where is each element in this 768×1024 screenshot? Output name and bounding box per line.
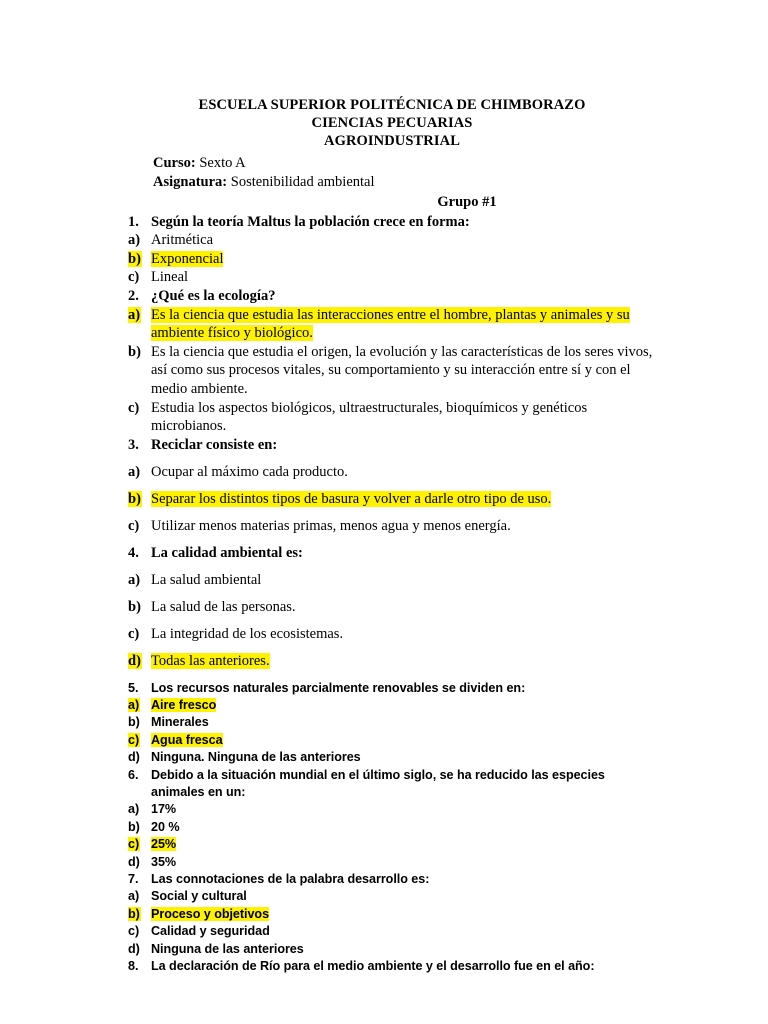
question-number	[128, 767, 151, 784]
marker-text: a)	[128, 889, 140, 904]
text-run: La salud de las personas.	[151, 599, 296, 616]
answer-option[interactable]	[128, 854, 656, 871]
question-stem	[128, 287, 656, 306]
question-number	[128, 544, 151, 563]
question-number	[128, 287, 151, 306]
question-text	[151, 287, 656, 306]
option-marker	[128, 697, 151, 714]
answer-option[interactable]	[128, 463, 656, 482]
text-run: Utilizar menos materias primas, menos agua y menos energía.	[151, 518, 511, 535]
program-name: AGROINDUSTRIAL	[324, 133, 460, 150]
text-run: La declaración de Río para el medio ambiente y el desarrollo fue en el año:	[151, 959, 595, 974]
answer-option[interactable]	[128, 268, 656, 287]
text-run: Calidad y seguridad	[151, 924, 270, 939]
course-label: Curso:	[153, 154, 196, 171]
text-run: 17%	[151, 802, 177, 817]
subject-value: Sostenibilidad ambiental	[227, 173, 375, 190]
text-run: Las connotaciones de la palabra desarrollo es:	[151, 872, 430, 887]
answer-option[interactable]	[128, 571, 656, 590]
question-number	[128, 871, 151, 888]
question-stem	[128, 436, 656, 455]
option-text	[151, 517, 656, 536]
text-run: 35%	[151, 854, 177, 869]
answer-option[interactable]	[128, 490, 656, 509]
marker-text: d)	[128, 750, 140, 765]
answer-option[interactable]	[128, 343, 656, 399]
course-value: Sexto A	[195, 154, 246, 171]
text-run: Exponencial	[151, 250, 224, 267]
answer-option[interactable]	[128, 625, 656, 644]
text-run: Ocupar al máximo cada producto.	[151, 463, 348, 480]
marker-text: 2.	[128, 287, 139, 304]
text-run: Social y cultural	[151, 889, 247, 904]
option-marker	[128, 571, 151, 590]
option-text	[151, 923, 656, 940]
course-line	[153, 154, 656, 173]
option-text	[151, 941, 656, 958]
text-run: Separar los distintos tipos de basura y volver a darle otro tipo de uso.	[151, 490, 552, 507]
text-run: Ninguna de las anteriores	[151, 941, 304, 956]
question-text	[151, 958, 656, 975]
question-text	[151, 680, 656, 697]
marker-text: c)	[128, 399, 140, 416]
marker-text: b)	[128, 250, 141, 267]
marker-text: c)	[128, 269, 140, 286]
option-marker	[128, 598, 151, 617]
option-marker	[128, 854, 151, 871]
question-stem	[128, 680, 656, 697]
answer-option[interactable]	[128, 819, 656, 836]
marker-text: 8.	[128, 959, 139, 974]
answer-option[interactable]	[128, 697, 656, 714]
option-text	[151, 463, 656, 482]
option-marker	[128, 490, 151, 509]
subject-line	[153, 173, 656, 192]
option-text	[151, 906, 656, 923]
marker-text: 4.	[128, 545, 139, 562]
option-marker	[128, 268, 151, 287]
text-run: Según la teoría Maltus la población crece en forma:	[151, 213, 470, 230]
text-run: Todas las anteriores.	[151, 653, 270, 670]
option-text	[151, 697, 656, 714]
marker-text: 5.	[128, 680, 139, 695]
option-marker	[128, 906, 151, 923]
marker-text: b)	[128, 490, 141, 507]
text-run: Minerales	[151, 715, 209, 730]
answer-option[interactable]	[128, 517, 656, 536]
text-run: La calidad ambiental es:	[151, 545, 303, 562]
answer-option[interactable]	[128, 749, 656, 766]
marker-text: a)	[128, 306, 141, 323]
option-text	[151, 571, 656, 590]
marker-text: d)	[128, 854, 140, 869]
text-run: Debido a la situación mundial en el último siglo, se ha reducido las especies animales en un:	[151, 767, 605, 800]
text-run: Reciclar consiste en:	[151, 436, 278, 453]
marker-text: c)	[128, 837, 140, 852]
option-text	[151, 306, 656, 343]
option-marker	[128, 836, 151, 853]
questions-sans-section	[128, 680, 656, 976]
question-text	[151, 544, 656, 563]
option-text	[151, 749, 656, 766]
option-marker	[128, 306, 151, 325]
option-text	[151, 732, 656, 749]
marker-text: a)	[128, 697, 140, 712]
marker-text: c)	[128, 626, 140, 643]
text-run: Aritmética	[151, 232, 214, 249]
text-run: Agua fresca	[151, 732, 223, 747]
question-text	[151, 871, 656, 888]
text-run: Estudia los aspectos biológicos, ultraestructurales, bioquímicos y genéticos microbianos.	[151, 399, 588, 435]
document-header	[128, 96, 656, 151]
marker-text: b)	[128, 819, 140, 834]
question-number	[128, 213, 151, 232]
option-marker	[128, 732, 151, 749]
option-marker	[128, 250, 151, 269]
marker-text: d)	[128, 653, 141, 670]
marker-text: d)	[128, 941, 140, 956]
answer-option[interactable]	[128, 231, 656, 250]
text-run: Ninguna. Ninguna de las anteriores	[151, 750, 361, 765]
text-run: 20 %	[151, 819, 180, 834]
option-text	[151, 819, 656, 836]
question-number	[128, 680, 151, 697]
question-stem	[128, 213, 656, 232]
option-text	[151, 801, 656, 818]
answer-option[interactable]	[128, 652, 656, 671]
option-marker	[128, 463, 151, 482]
marker-text: c)	[128, 732, 140, 747]
answer-option[interactable]	[128, 598, 656, 617]
text-run: Lineal	[151, 269, 189, 286]
answer-option[interactable]	[128, 923, 656, 940]
option-text	[151, 625, 656, 644]
answer-option[interactable]	[128, 399, 656, 436]
marker-text: b)	[128, 599, 141, 616]
question-number	[128, 958, 151, 975]
answer-option[interactable]	[128, 714, 656, 731]
option-marker	[128, 749, 151, 766]
option-text	[151, 250, 656, 269]
text-run: La integridad de los ecosistemas.	[151, 626, 344, 643]
option-text	[151, 343, 656, 399]
option-marker	[128, 399, 151, 418]
option-text	[151, 714, 656, 731]
option-text	[151, 268, 656, 287]
subject-label: Asignatura:	[153, 173, 228, 190]
option-text	[151, 231, 656, 250]
option-text	[151, 652, 656, 671]
text-run: Los recursos naturales parcialmente renovables se dividen en:	[151, 680, 526, 695]
marker-text: b)	[128, 343, 141, 360]
marker-text: b)	[128, 906, 140, 921]
marker-text: c)	[128, 518, 140, 535]
answer-option[interactable]	[128, 306, 656, 343]
text-run: 25%	[151, 837, 177, 852]
text-run: La salud ambiental	[151, 572, 262, 589]
question-text	[151, 436, 656, 455]
marker-text: b)	[128, 715, 140, 730]
marker-text: 7.	[128, 872, 139, 887]
questions-serif-section	[128, 213, 656, 671]
marker-text: 3.	[128, 436, 139, 453]
marker-text: a)	[128, 802, 140, 817]
question-stem	[128, 871, 656, 888]
marker-text: 6.	[128, 767, 139, 782]
option-marker	[128, 652, 151, 671]
option-marker	[128, 517, 151, 536]
answer-option[interactable]	[128, 888, 656, 905]
question-number	[128, 436, 151, 455]
option-text	[151, 399, 656, 436]
text-run: Proceso y objetivos	[151, 906, 270, 921]
option-marker	[128, 888, 151, 905]
answer-option[interactable]	[128, 906, 656, 923]
option-marker	[128, 625, 151, 644]
answer-option[interactable]	[128, 801, 656, 818]
question-text	[151, 767, 656, 802]
question-stem	[128, 767, 656, 802]
option-marker	[128, 714, 151, 731]
option-marker	[128, 801, 151, 818]
text-run: Es la ciencia que estudia el origen, la evolución y las características de los seres vivos, así como sus procesos vitales, su comportamiento y su interacción entre sí y con el medio ambiente.	[151, 343, 653, 397]
text-run: Es la ciencia que estudia las interacciones entre el hombre, plantas y animales y su ambiente físico y biológico.	[151, 306, 630, 342]
option-marker	[128, 231, 151, 250]
text-run: Aire fresco	[151, 697, 217, 712]
option-text	[151, 490, 656, 509]
option-marker	[128, 343, 151, 362]
option-marker	[128, 923, 151, 940]
question-stem	[128, 958, 656, 975]
option-text	[151, 598, 656, 617]
question-stem	[128, 544, 656, 563]
marker-text: c)	[128, 924, 140, 939]
group-title: Grupo #1	[437, 193, 497, 210]
institution-name: ESCUELA SUPERIOR POLITÉCNICA DE CHIMBORAZO	[198, 97, 586, 113]
faculty-name: CIENCIAS PECUARIAS	[311, 115, 473, 132]
option-text	[151, 854, 656, 871]
answer-option[interactable]	[128, 941, 656, 958]
question-text	[151, 213, 656, 232]
option-marker	[128, 941, 151, 958]
marker-text: a)	[128, 572, 141, 589]
answer-option[interactable]	[128, 732, 656, 749]
marker-text: 1.	[128, 213, 139, 230]
course-metadata	[128, 154, 656, 192]
option-marker	[128, 819, 151, 836]
answer-option[interactable]	[128, 250, 656, 269]
answer-option[interactable]	[128, 836, 656, 853]
option-text	[151, 888, 656, 905]
text-run: ¿Qué es la ecología?	[151, 287, 276, 304]
marker-text: a)	[128, 232, 141, 249]
marker-text: a)	[128, 463, 141, 480]
option-text	[151, 836, 656, 853]
